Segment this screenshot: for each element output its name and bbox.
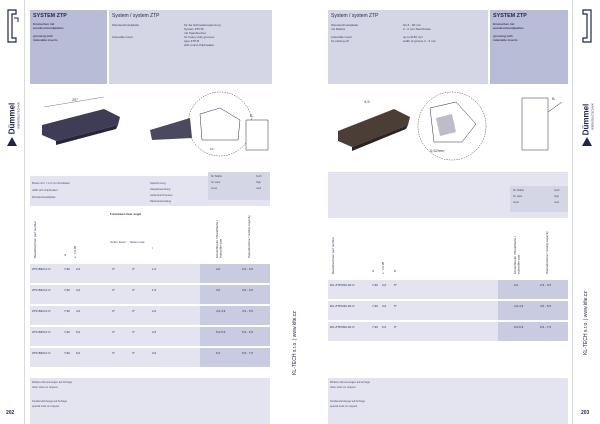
cell-capacity: 5,5 - 6,5 <box>242 330 254 334</box>
right-sidebar <box>572 0 600 424</box>
cell-part-number: R/L ZTP3/20-30 O <box>330 283 355 287</box>
cell-r: 2,0 <box>152 309 157 313</box>
cell-width: 2,0 <box>216 267 221 271</box>
cell-r: 2,5 <box>152 330 157 334</box>
footer-note-2: other sizes on request <box>330 386 356 389</box>
right-page <box>328 0 600 424</box>
cell-width: 5,0-5,9 <box>216 330 226 334</box>
page-number: 202 <box>6 410 15 416</box>
cell-lower: 3° <box>112 351 115 355</box>
header-title-block <box>490 10 568 84</box>
logo-text: Dümmel <box>581 103 591 136</box>
row-highlight <box>200 327 270 346</box>
spec-value-1: hoch <box>256 175 262 178</box>
system-title: System / system ZTP <box>112 13 160 19</box>
cell-rear: 3° <box>132 351 135 355</box>
title-sub-de-2: wendeschneidplatten <box>493 26 524 30</box>
footer-note-1: Weitere Abmessungen auf Anfrage <box>330 381 371 384</box>
col-lower: Unten lower <box>110 240 127 244</box>
table-row <box>30 327 270 346</box>
cell-h: 7,90 <box>372 283 378 287</box>
title-sub-de-1: Einstechen mit <box>33 22 55 26</box>
spec-label-3: Guss <box>211 187 218 190</box>
left-page <box>0 0 272 424</box>
cell-part-number: ZTP-B3/4,0 O <box>32 309 51 313</box>
spec-value-1: hoch <box>554 189 560 192</box>
header-title-block <box>30 10 107 84</box>
system-desc-2: System ZTP-B <box>184 27 204 31</box>
row-highlight <box>498 322 568 341</box>
cell-lower: 3° <box>112 288 115 292</box>
logo-mark-icon <box>7 137 17 147</box>
spec-label-2: for steel <box>513 195 523 198</box>
footer-note-1: Weitere Abmessungen auf Anfrage <box>32 381 73 384</box>
page-title: SYSTEM ZTP <box>493 13 527 19</box>
cell-lower: 3° <box>112 267 115 271</box>
note-6: Außendurchmesser <box>150 194 173 197</box>
system-desc-5: type ZTP-B <box>184 39 200 43</box>
cell-h: 7,90 <box>64 267 70 271</box>
cell-width: 2,0 <box>514 283 519 287</box>
system-line-2: mit Radius <box>331 27 346 31</box>
cell-width: 6,0 <box>216 351 221 355</box>
logo-text: Dümmel <box>7 102 17 135</box>
cell-s: 2,0 <box>382 283 387 287</box>
spec-value-2: high <box>554 195 559 198</box>
note-4: Spanformung <box>150 182 166 185</box>
system-line-4: for parting off <box>331 39 349 43</box>
title-sub-en-2: indexable inserts <box>493 38 518 42</box>
page-title: SYSTEM ZTP <box>33 13 67 19</box>
system-desc-6: with round chipbreaker <box>184 43 215 47</box>
col-h: H <box>371 269 375 272</box>
row-highlight <box>200 264 270 283</box>
cell-capacity: 2,5 - 3,5 <box>540 283 552 287</box>
left-sidebar <box>0 0 25 424</box>
header-system-block <box>109 10 272 84</box>
tool-icon <box>4 8 20 44</box>
footer-right-block <box>150 378 270 424</box>
system-line-1: Wendeschneidplatte <box>112 23 140 27</box>
table-row <box>30 306 270 325</box>
col-s: s ±0,05 <box>381 261 385 274</box>
spec-label-3: Guss <box>513 201 520 204</box>
vendor-text: KL-TECH s.r.o. | www.klte.cz <box>292 311 298 375</box>
cell-capacity: 6,5 - 7,5 <box>540 325 552 329</box>
cell-h: 7,90 <box>64 309 70 313</box>
row-highlight <box>200 285 270 304</box>
col-part-number: Bestellnummer part number <box>33 220 37 258</box>
cell-h: 7,90 <box>64 288 70 292</box>
table-row <box>30 264 270 283</box>
cell-s: 6,0 <box>382 325 387 329</box>
svg-text:10°: 10° <box>210 147 215 151</box>
spec-block <box>208 172 270 200</box>
cell-r: 1,5 <box>152 288 157 292</box>
cell-h: 7,90 <box>64 330 70 334</box>
cell-part-number: ZTP-B3/3,0 O <box>32 288 51 292</box>
cell-r: 1,0 <box>152 267 157 271</box>
footer-left-block <box>30 378 150 424</box>
cell-capacity: 2,5 - 3,5 <box>242 267 254 271</box>
spec-value-2: high <box>256 181 261 184</box>
col-h: H <box>63 253 67 256</box>
col-s: s ±0,05 <box>73 245 77 258</box>
system-desc-4: for heavy duty grooves <box>184 35 215 39</box>
table-header <box>328 226 568 278</box>
note-3: Wendeschneidplatte <box>32 196 56 199</box>
cell-part-number: ZTP-B3/6,0 O <box>32 351 51 355</box>
title-sub-en-1: grooving with <box>33 34 53 38</box>
cell-s: 6,0 <box>76 351 81 355</box>
system-desc-1: bis 6 - 80 mm <box>403 23 422 27</box>
col-part-number: Bestellnummer part number <box>331 236 335 274</box>
cell-rear: 3° <box>132 309 135 313</box>
cell-rear: 3° <box>132 288 135 292</box>
cell-b: 5° <box>394 325 397 329</box>
svg-text:4,5: 4,5 <box>364 99 370 104</box>
col-rear: Seiten rear <box>130 240 145 244</box>
spec-block <box>510 186 568 212</box>
logo-mark-icon <box>582 137 592 147</box>
cell-width: 6,0-6,9 <box>514 325 524 329</box>
system-desc-2: 2 - 6 mm Stechbreite <box>403 27 431 31</box>
cell-part-number: R/L ZTP3/60-30 O <box>330 325 355 329</box>
cell-width: 3,0 <box>216 288 221 292</box>
system-desc-4: width of groove 2 - 6 mm <box>403 39 437 43</box>
footer-note-4: special tools on request <box>330 405 358 408</box>
cell-width: 4,0-4,9 <box>216 309 226 313</box>
svg-text:B: B <box>250 113 253 118</box>
center-divider <box>272 0 316 424</box>
spec-value-3: med <box>554 201 560 204</box>
row-highlight <box>200 348 270 367</box>
footer-right-block <box>448 378 568 424</box>
title-sub-en-1: grooving with <box>493 34 513 38</box>
vendor-text: KL-TECH s.r.o. | www.klte.cz <box>583 291 589 355</box>
table-row <box>30 285 270 304</box>
footer-note-3: Sonderwerkzeuge auf Anfrage <box>32 400 67 403</box>
cell-r: 3,0 <box>152 351 157 355</box>
cell-part-number: ZTP-B3/2,0 O <box>32 267 51 271</box>
cell-rear: 3° <box>132 330 135 334</box>
cell-h: 7,90 <box>372 304 378 308</box>
cell-h: 7,90 <box>372 325 378 329</box>
tool-icon <box>579 8 595 44</box>
col-einstich: Einstichbreite / Breitefläche / indexable type <box>513 235 521 274</box>
note-7: Nebenanwendung <box>150 200 172 203</box>
detail-drawing <box>140 90 272 160</box>
col-r: r <box>152 246 153 250</box>
cell-h: 7,90 <box>64 351 70 355</box>
title-sub-de-2: wendeschneidplatten <box>33 26 64 30</box>
system-line-3: indexable insert <box>331 35 353 39</box>
cell-width: 4,0-4,9 <box>514 304 524 308</box>
row-highlight <box>200 306 270 325</box>
table-row <box>328 322 568 341</box>
spec-label-1: für Stähle <box>513 189 525 192</box>
note-2: width with chipbreaker <box>32 189 58 192</box>
row-highlight <box>498 301 568 320</box>
col-spanabnahme: Spanabnahme / cutting capacity <box>545 231 549 274</box>
system-line-1: Wendeschneidplatte <box>331 23 359 27</box>
insert-drawing <box>334 95 418 153</box>
cell-lower: 3° <box>112 330 115 334</box>
col-spanabnahme: Spanabnahme / cutting capacity <box>247 215 251 258</box>
cell-s: 4,0 <box>382 304 387 308</box>
note-5: Hauptanwendung <box>150 188 171 191</box>
spec-label-1: für Stähle <box>211 175 223 178</box>
detail-drawing <box>416 88 516 164</box>
svg-text:B: B <box>552 96 555 101</box>
cell-lower: 3° <box>112 309 115 313</box>
cell-s: 2,0 <box>76 267 81 271</box>
cell-part-number: ZTP-B3/5,0 O <box>32 330 51 334</box>
cell-rear: 3° <box>132 267 135 271</box>
table-row <box>328 280 568 299</box>
col-freiwinkel: Freiwinkel clear angel <box>110 212 142 216</box>
col-einstich: Einstichbreite / Breitefläche / indexable type <box>215 219 223 258</box>
cell-s: 4,0 <box>76 309 81 313</box>
footer-left-block <box>328 378 448 424</box>
cell-s: 5,0 <box>76 330 81 334</box>
dimension-label: 0,52mm <box>430 148 445 153</box>
cell-capacity: 4,5 - 5,5 <box>540 304 552 308</box>
cell-part-number: R/L ZTP3/40-30 O <box>330 304 355 308</box>
system-desc-1: für die Schneidenspannung <box>184 23 221 27</box>
logo-subtext: WERKZEUGTECHNIK <box>591 103 595 130</box>
footer-note-2: other sizes on request <box>32 386 58 389</box>
table-row <box>328 301 568 320</box>
insert-drawing <box>34 95 130 153</box>
system-title: System / system ZTP <box>331 13 379 19</box>
table-header <box>30 210 270 262</box>
profile-drawing <box>518 92 566 156</box>
cell-b: 5° <box>394 304 397 308</box>
footer-note-3: Sonderwerkzeuge auf Anfrage <box>330 400 365 403</box>
logo-subtext: WERKZEUGTECHNIK <box>17 102 21 129</box>
note-1: Breite mit h = 2,2 mm Rundfasen <box>32 182 70 185</box>
page-number: 203 <box>581 410 590 416</box>
header-system-block <box>328 10 488 84</box>
cell-capacity: 6,5 - 7,5 <box>242 351 254 355</box>
cell-capacity: 3,5 - 4,5 <box>242 288 254 292</box>
spec-label-2: for steel <box>211 181 221 184</box>
row-highlight <box>498 280 568 299</box>
table-row <box>30 348 270 367</box>
system-desc-3: up to Ø 80 mm <box>403 35 423 39</box>
footer-note-4: special tools on request <box>32 405 60 408</box>
title-sub-de-1: Einstechen mit <box>493 22 515 26</box>
system-desc-3: mit Spanbrecher <box>184 31 207 35</box>
spec-value-3: med <box>256 187 262 190</box>
system-line-2: indexable insert <box>112 35 134 39</box>
cell-capacity: 4,5 - 5,5 <box>242 309 254 313</box>
cell-b: 5° <box>394 283 397 287</box>
col-b: B <box>393 269 397 272</box>
title-sub-en-2: indexable inserts <box>33 38 58 42</box>
cell-s: 3,0 <box>76 288 81 292</box>
svg-text:25°: 25° <box>72 97 79 102</box>
